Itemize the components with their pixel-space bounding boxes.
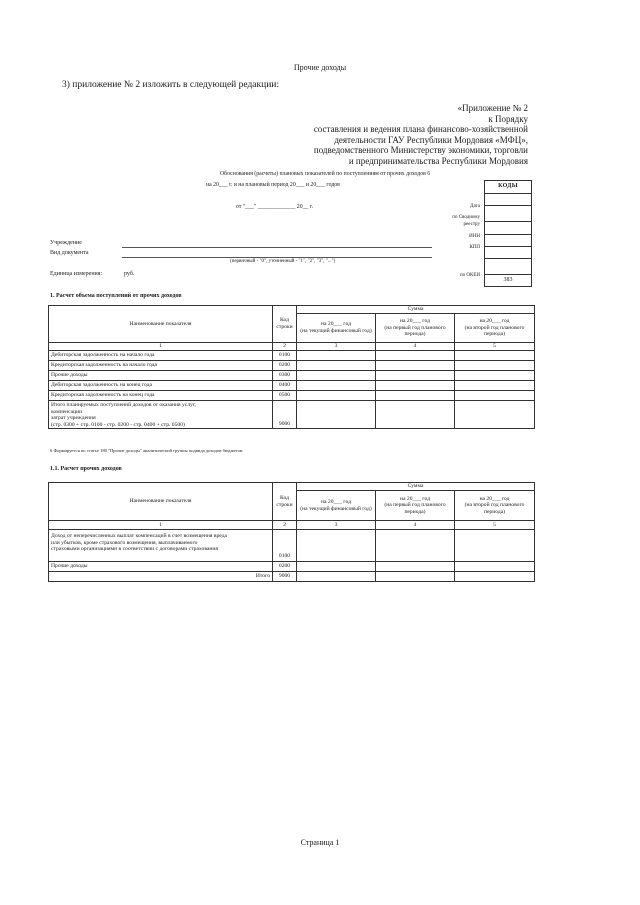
label-unit: Единица измерения: [50, 271, 103, 277]
row-name-line: или убытков, кроме страхового возмещения, выплачиваемого [51, 539, 198, 546]
table-row [49, 381, 535, 391]
row-name-line: Доход от неперечисленных выплат компенсаций в счет возмещения вреда [51, 533, 228, 539]
col-number: 5 [455, 343, 535, 351]
col-number: 1 [49, 521, 273, 530]
row-code: 0200 [273, 562, 297, 572]
row-code: 0100 [273, 530, 297, 562]
row-name: Кредиторская задолженность на начало года [49, 361, 273, 371]
total-name-line: (стр. 0300 + стр. 0100 - стр. 0200 - стр. 0400 + стр. 0500) [51, 421, 185, 428]
col-number: 2 [273, 343, 297, 351]
label-kpp: КПП [469, 245, 480, 250]
value-cell[interactable] [455, 371, 535, 381]
section1-title: 1. Расчет объема поступлений от прочих доходов [50, 293, 182, 299]
code-cell-kpp[interactable] [485, 234, 531, 246]
col-number: 5 [455, 521, 535, 530]
col-number: 1 [49, 343, 273, 351]
col-number: 3 [297, 343, 376, 351]
row-code: 0500 [273, 391, 297, 401]
header-year-2-b: (на первый год планового периода) [384, 324, 446, 338]
annex-line: «Приложение № 2 [457, 103, 528, 113]
annex-line: подведомственного Министерству экономики, торговли [313, 145, 528, 156]
total-name [49, 401, 273, 429]
header-indicator: Наименование показателя [49, 306, 273, 343]
header-year-3-b: (на второй год планового периода) [464, 324, 525, 338]
section2-table [48, 482, 535, 582]
header-year-3-b: (на второй год планового периода) [464, 502, 525, 515]
annex-line: и предпринимательства Республики Мордовия [348, 155, 528, 166]
value-cell[interactable] [376, 371, 455, 381]
code-cell-okei: 383 [485, 274, 531, 286]
value-cell[interactable] [297, 361, 376, 371]
value-cell[interactable] [376, 401, 455, 429]
total-name-line: затрат учреждения [51, 415, 96, 422]
header-year-2-b: (на первый год планового периода) [384, 502, 446, 515]
row-code: 0200 [273, 361, 297, 371]
value-cell[interactable] [455, 351, 535, 361]
row-name: Кредиторская задолженность на конец года [49, 391, 273, 401]
annex-line: к Порядку [488, 113, 528, 124]
col-number: 3 [297, 521, 376, 530]
row-code: 0300 [273, 371, 297, 381]
row-code: 0400 [273, 381, 297, 391]
label-registry: по Сводному [452, 215, 480, 220]
label-inn: ИНН [469, 234, 480, 239]
form-period: на 20___ г. и на плановый период 20___ и 20___ годов [206, 182, 340, 188]
doc-type-hint: (первичный - "0", уточненный - "1", "2", "3", "...") [230, 259, 336, 264]
total-name: Итого [49, 572, 273, 582]
code-cell-gap [485, 258, 531, 274]
value-cell[interactable] [455, 381, 535, 391]
total-code: 9000 [273, 572, 297, 582]
value-cell[interactable] [297, 562, 376, 572]
institution-line[interactable] [122, 247, 432, 248]
value-cell[interactable] [376, 391, 455, 401]
header-indicator: Наименование показателя [49, 483, 273, 521]
header-sum: Сумма [297, 306, 535, 314]
row-name [49, 530, 273, 562]
header-year-1-a: на 20___ год [321, 498, 351, 505]
table-row [49, 361, 535, 371]
value-cell[interactable] [455, 401, 535, 429]
label-doc-type: Вид документа [50, 250, 89, 256]
value-cell[interactable] [376, 572, 455, 582]
code-cell-blank[interactable] [485, 246, 531, 258]
header-code: Код строки [273, 306, 297, 343]
section1-table [48, 305, 535, 429]
value-cell[interactable] [297, 391, 376, 401]
total-name-line: Итого планируемых поступлений доходов от оказания услуг, [51, 402, 196, 408]
value-cell[interactable] [455, 530, 535, 562]
header-year-1-b: (на текущий финансовый год) [300, 505, 372, 512]
unit-value: руб. [124, 271, 135, 277]
table-row [49, 530, 535, 562]
value-cell[interactable] [297, 351, 376, 361]
header-year-3-a: на 20___ год [479, 495, 510, 502]
header-code: Код строки [273, 483, 297, 521]
header-year-3 [455, 491, 535, 521]
table-row [49, 351, 535, 361]
value-cell[interactable] [297, 381, 376, 391]
col-number: 4 [376, 343, 455, 351]
label-date: Дата [470, 204, 480, 209]
table-row-total [49, 572, 535, 582]
annex-line: составления и ведения плана финансово-хозяйственной [313, 124, 528, 135]
value-cell[interactable] [376, 381, 455, 391]
value-cell[interactable] [297, 530, 376, 562]
value-cell[interactable] [376, 562, 455, 572]
row-name: Прочие доходы [49, 371, 273, 381]
header-year-1-a: на 20___ год [321, 321, 351, 328]
code-cell-inn[interactable] [485, 221, 531, 233]
code-cell-date[interactable] [485, 193, 531, 205]
table-row [49, 562, 535, 572]
header-sum: Сумма [297, 483, 535, 491]
codes-box [484, 180, 532, 287]
doc-type-line[interactable] [122, 257, 432, 258]
col-number: 4 [376, 521, 455, 530]
value-cell[interactable] [455, 562, 535, 572]
row-name-line: страховыми организациями в соответствии с договорами страхования [51, 546, 218, 553]
value-cell[interactable] [297, 371, 376, 381]
col-number: 2 [273, 521, 297, 530]
page-footer: Страница 1 [300, 838, 340, 847]
header-year-2-a: на 20___ год [400, 318, 430, 325]
total-name-line: компенсации [51, 408, 83, 415]
section2-title: 1.1. Расчет прочих доходов [50, 466, 122, 472]
value-cell[interactable] [455, 391, 535, 401]
codes-header: КОДЫ [498, 183, 518, 189]
header-year-1 [297, 314, 376, 343]
row-code: 0100 [273, 351, 297, 361]
code-cell-registry[interactable] [485, 205, 531, 221]
page-header: Прочие доходы [293, 63, 347, 72]
value-cell[interactable] [297, 401, 376, 429]
intro-text: 3) приложение № 2 изложить в следующей редакции: [62, 80, 280, 90]
value-cell[interactable] [455, 361, 535, 371]
row-name: Дебиторская задолженность на начало года [49, 351, 273, 361]
label-registry-2: реестру [463, 222, 480, 227]
table-row [49, 391, 535, 401]
header-year-2-a: на 20___ год [400, 495, 430, 502]
form-title: Обоснования (расчеты) плановых показателей по поступлениям от прочих доходов 6 [220, 171, 431, 177]
value-cell[interactable] [376, 530, 455, 562]
value-cell[interactable] [376, 361, 455, 371]
footnote: 6 Формируется по статье 180 "Прочие доходы" аналитической группы подвида доходов бюджетов. [50, 448, 244, 453]
row-name: Прочие доходы [49, 562, 273, 572]
header-year-3 [455, 314, 535, 343]
header-year-1-b: (на текущий финансовый год) [300, 328, 372, 334]
header-year-2 [376, 491, 455, 521]
table-row-total [49, 401, 535, 429]
annex-block [314, 103, 528, 167]
row-name: Дебиторская задолженность на конец года [49, 381, 273, 391]
value-cell[interactable] [455, 572, 535, 582]
header-year-1 [297, 491, 376, 521]
total-code: 9000 [273, 401, 297, 429]
header-year-3-a: на 20___ год [479, 318, 510, 325]
annex-line: деятельности ГАУ Республики Мордовия «МФЦ», [334, 134, 528, 145]
header-year-2 [376, 314, 455, 343]
table-row [49, 371, 535, 381]
label-institution: Учреждение [50, 240, 82, 246]
value-cell[interactable] [376, 351, 455, 361]
form-date-line: от "___" _____________ 20__ г. [236, 204, 314, 210]
label-okei: по ОКЕИ [459, 273, 480, 278]
value-cell[interactable] [297, 572, 376, 582]
